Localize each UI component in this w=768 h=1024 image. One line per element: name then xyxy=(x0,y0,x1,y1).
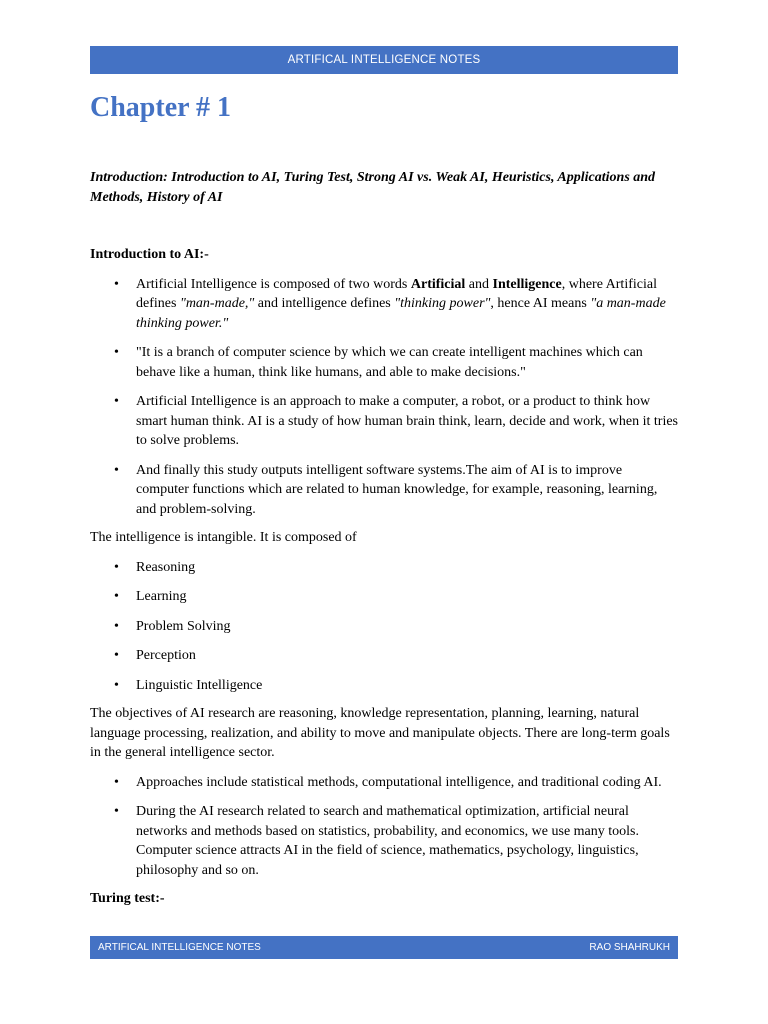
text-segment: Artificial Intelligence is composed of two words xyxy=(136,276,411,292)
list-item xyxy=(90,343,678,382)
paragraph-intangible: The intelligence is intangible. It is composed of xyxy=(90,530,357,545)
bullet-icon: • xyxy=(114,589,119,604)
approaches-list xyxy=(90,773,678,881)
list-item-text: During the AI research related to search and mathematical optimization, artificial neural networks and methods based on statistics, probability, and economics, we use many tools. Computer science attracts AI in the field of science, mathematics, psychology, linguistics, philosophy and so on. xyxy=(136,804,640,878)
paragraph-objectives: The objectives of AI research are reasoning, knowledge representation, planning, learning, natural language processing, realization, and ability to move and manipulate objects. There are long-term goals in the general intelligence sector. xyxy=(90,706,670,760)
bullet-icon: • xyxy=(114,774,119,790)
bullet-icon: • xyxy=(114,559,119,575)
text-segment: and xyxy=(465,276,493,292)
list-item-text: Problem Solving xyxy=(136,618,231,634)
bullet-icon: • xyxy=(114,345,119,360)
footer-author: RAO SHAHRUKH xyxy=(589,942,670,953)
list-item-text: Linguistic Intelligence xyxy=(136,677,263,693)
text-segment: , where Artificial defines xyxy=(136,276,657,311)
bold-term-artificial: Artificial xyxy=(410,276,466,292)
intro-bullet-list xyxy=(90,275,678,520)
bullet-icon: • xyxy=(114,394,119,409)
document-body xyxy=(90,168,678,909)
list-item-text: Learning xyxy=(136,589,187,604)
list-item-text: Perception xyxy=(136,648,196,663)
list-item-text: Reasoning xyxy=(136,559,196,575)
list-item xyxy=(90,392,678,451)
text-segment: and intelligence defines xyxy=(254,296,395,311)
bullet-icon: • xyxy=(114,648,119,663)
list-item xyxy=(90,646,678,666)
italic-quote: "thinking power" xyxy=(394,296,491,311)
list-item xyxy=(90,587,678,607)
text-segment: , hence AI means xyxy=(490,296,591,311)
bullet-icon: • xyxy=(114,677,119,693)
bullet-icon: • xyxy=(114,276,119,292)
section-heading-turing-test: Turing test:- xyxy=(90,891,165,906)
header-title: ARTIFICAL INTELLIGENCE NOTES xyxy=(287,54,481,66)
intelligence-components-list xyxy=(90,558,678,696)
bullet-icon: • xyxy=(114,462,119,478)
list-item-text: "It is a branch of computer science by which we can create intelligent machines which can behave like a human, think like humans, and able to make decisions." xyxy=(136,345,643,380)
chapter-intro-line: Introduction: Introduction to AI, Turing Test, Strong AI vs. Weak AI, Heuristics, Applications and Methods, History of AI xyxy=(90,170,656,205)
list-item xyxy=(90,558,678,578)
bold-term-intelligence: Intelligence xyxy=(492,276,562,292)
italic-quote: "a man-made thinking power." xyxy=(136,296,666,331)
list-item xyxy=(90,617,678,637)
footer-left-title: ARTIFICAL INTELLIGENCE NOTES xyxy=(98,942,261,953)
bullet-icon: • xyxy=(114,804,119,819)
chapter-title: Chapter # 1 xyxy=(90,92,232,123)
page-footer-bar xyxy=(90,936,678,959)
section-heading-intro-ai: Introduction to AI:- xyxy=(90,247,209,262)
list-item xyxy=(90,461,678,520)
list-item xyxy=(90,275,678,334)
list-item-text: Artificial Intelligence is an approach to make a computer, a robot, or a product to think how smart human think. AI is a study of how human brain think, learn, decide and work, when it tries to solve problems. xyxy=(136,394,679,448)
list-item xyxy=(90,676,678,696)
list-item xyxy=(90,773,678,793)
list-item xyxy=(90,802,678,880)
list-item-text: And finally this study outputs intelligent software systems.The aim of AI is to improve computer functions which are related to human knowledge, for example, reasoning, learning, and problem-solving. xyxy=(136,462,658,517)
italic-quote: "man-made," xyxy=(179,296,255,311)
bullet-icon: • xyxy=(114,618,119,634)
list-item-text: Approaches include statistical methods, computational intelligence, and traditional coding AI. xyxy=(136,774,662,790)
page-header-bar xyxy=(90,46,678,74)
